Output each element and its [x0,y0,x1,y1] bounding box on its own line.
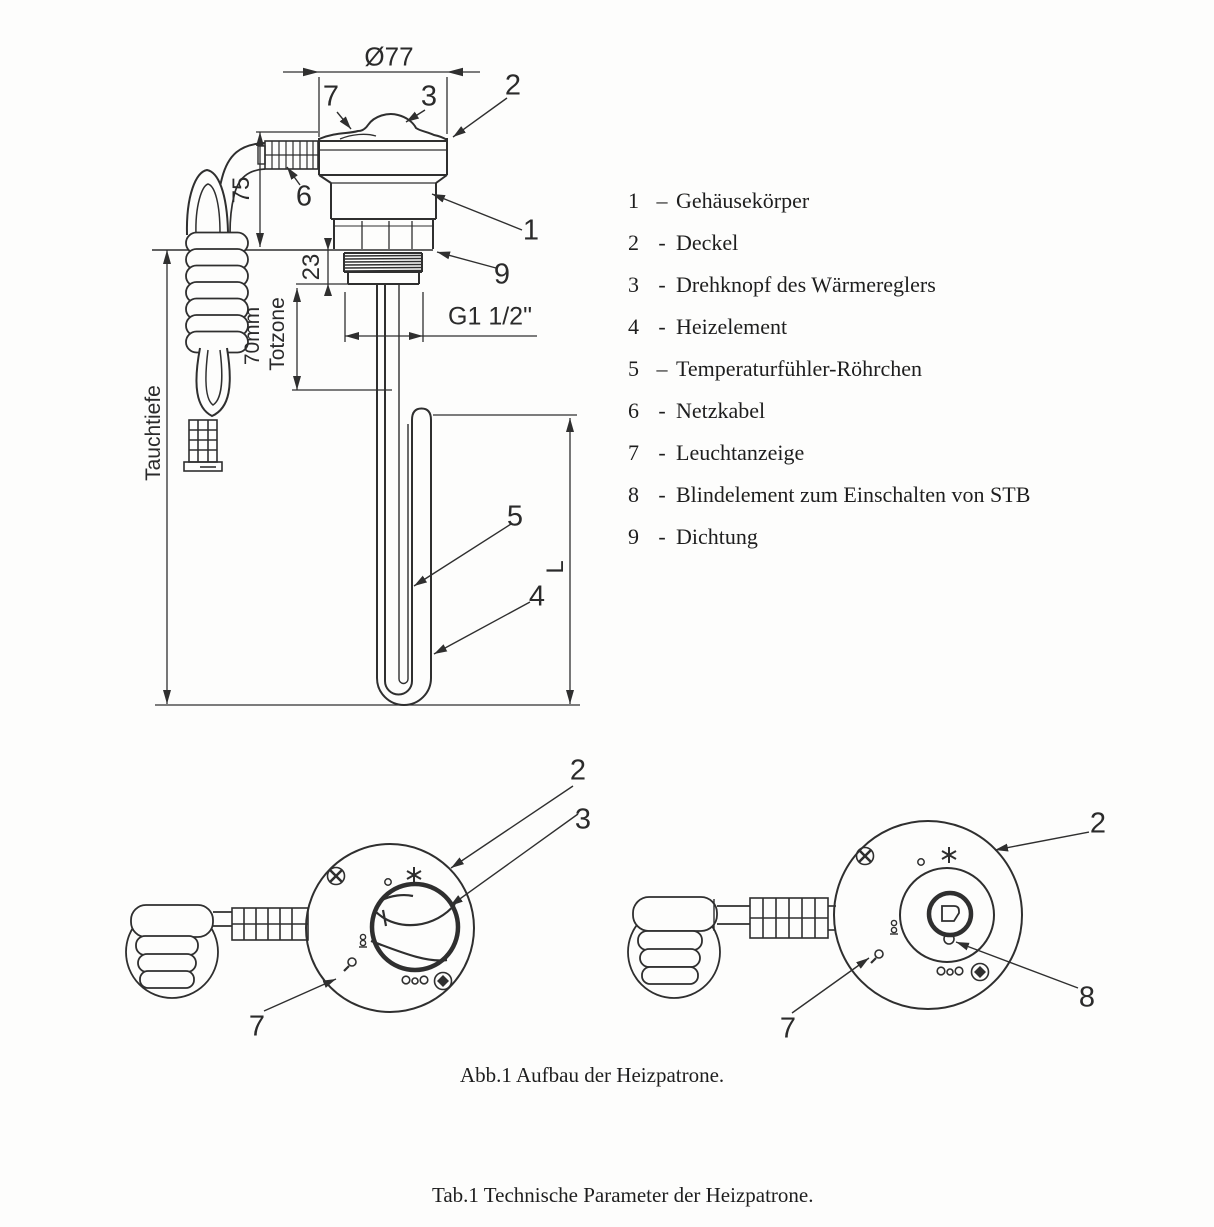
table-caption: Tab.1 Technische Parameter der Heizpatrone. [432,1183,814,1207]
legend-label: Gehäusekörper [676,188,810,213]
legend-number: 8 [628,482,639,507]
legend-item [628,222,1030,264]
element-length-dimension [155,415,580,705]
legend-number: 3 [628,272,639,297]
dimension-dead-zone-value: 70mm [241,306,264,366]
temperature-dots [937,967,963,975]
bottom-right-leaders [792,832,1089,1013]
legend-number: 9 [628,524,639,549]
legend-separator: - [658,482,666,507]
dimension-immersion-depth: Tauchtiefe [142,385,165,481]
legend-separator: - [658,398,666,423]
legend-item [628,180,1030,222]
legend-label: Netzkabel [676,398,766,423]
snowflake-icon [407,867,421,883]
legend-label: Leuchtanzeige [676,440,805,465]
dimension-cable-rise: 75 [228,176,255,204]
callout-housing: 1 [522,214,540,247]
setting-mark [890,920,898,934]
setting-mark [359,934,367,947]
knob-recess [900,868,994,962]
dimension-dead-zone-label: Totzone [266,297,289,371]
cable-gland [232,908,308,940]
legend-separator: – [656,356,668,381]
callout-lamp: 7 [248,1010,266,1043]
legend-number: 1 [628,188,639,213]
power-plug [126,905,232,998]
hex-nut [334,219,433,249]
legend-label: Temperaturfühler-Röhrchen [676,356,923,381]
legend-item [628,306,1030,348]
cable-gland [750,898,836,938]
cable-gland [258,141,318,169]
legend-number: 4 [628,314,639,339]
callout-cable: 6 [295,180,313,213]
temperature-dots [402,976,428,984]
heating-element-tube [377,284,431,705]
callout-knob: 3 [574,803,592,836]
legend-item [628,264,1030,306]
bottom-view-knob-removed [628,821,1089,1013]
indicator-lamp [871,950,883,963]
callout-cover: 2 [1089,807,1107,840]
knob-grip [371,895,455,960]
snowflake-icon [942,847,956,863]
diameter-dimension [283,68,480,137]
power-plug [628,897,750,998]
callout-cover: 2 [569,754,587,787]
callout-gasket: 9 [493,258,511,291]
bottom-view-with-knob [126,786,578,1012]
shaft-slot [942,906,959,921]
callout-cover: 2 [504,69,522,102]
legend-separator: - [658,272,666,297]
legend-item [628,516,1030,558]
callout-knob: 3 [420,80,438,113]
legend-number: 5 [628,356,639,381]
housing-body [319,175,447,219]
parts-legend [628,180,1030,558]
callout-lamp: 7 [322,80,340,113]
thread-gasket [344,253,422,284]
dimension-thread-length: 23 [298,253,325,281]
legend-item [628,432,1030,474]
index-dot [918,859,924,865]
side-view [152,68,580,705]
legend-label: Dichtung [676,524,758,549]
callout-sensor-tube: 5 [506,500,524,533]
legend-separator: - [658,440,666,465]
legend-item [628,348,1030,390]
legend-item [628,474,1030,516]
regulator-shaft [929,893,971,935]
screw-icon [328,868,345,885]
screw-icon [972,964,989,981]
legend-label: Blindelement zum Einschalten von STB [676,482,1031,507]
power-plug-side [184,420,222,471]
legend-label: Drehknopf des Wärmereglers [676,272,936,297]
dimension-thread-size: G1 1/2" [448,302,532,331]
callout-heating-element: 4 [528,580,546,613]
callout-blind-element: 8 [1078,981,1096,1014]
dimension-diameter: Ø77 [364,41,414,72]
indicator-lamp [344,958,356,971]
legend-number: 6 [628,398,639,423]
legend-separator: - [658,524,666,549]
legend-separator: – [656,188,668,213]
figure-caption: Abb.1 Aufbau der Heizpatrone. [460,1063,725,1087]
dimension-element-length: L [542,560,569,574]
legend-number: 2 [628,230,639,255]
cover-profile [319,114,447,175]
legend-item [628,390,1030,432]
screw-icon [435,973,452,990]
legend-label: Heizelement [676,314,788,339]
index-dot [385,879,391,885]
callout-lamp: 7 [779,1012,797,1045]
legend-separator: - [658,230,666,255]
legend-label: Deckel [676,230,739,255]
screw-icon [857,848,874,865]
legend-number: 7 [628,440,639,465]
legend-separator: - [658,314,666,339]
